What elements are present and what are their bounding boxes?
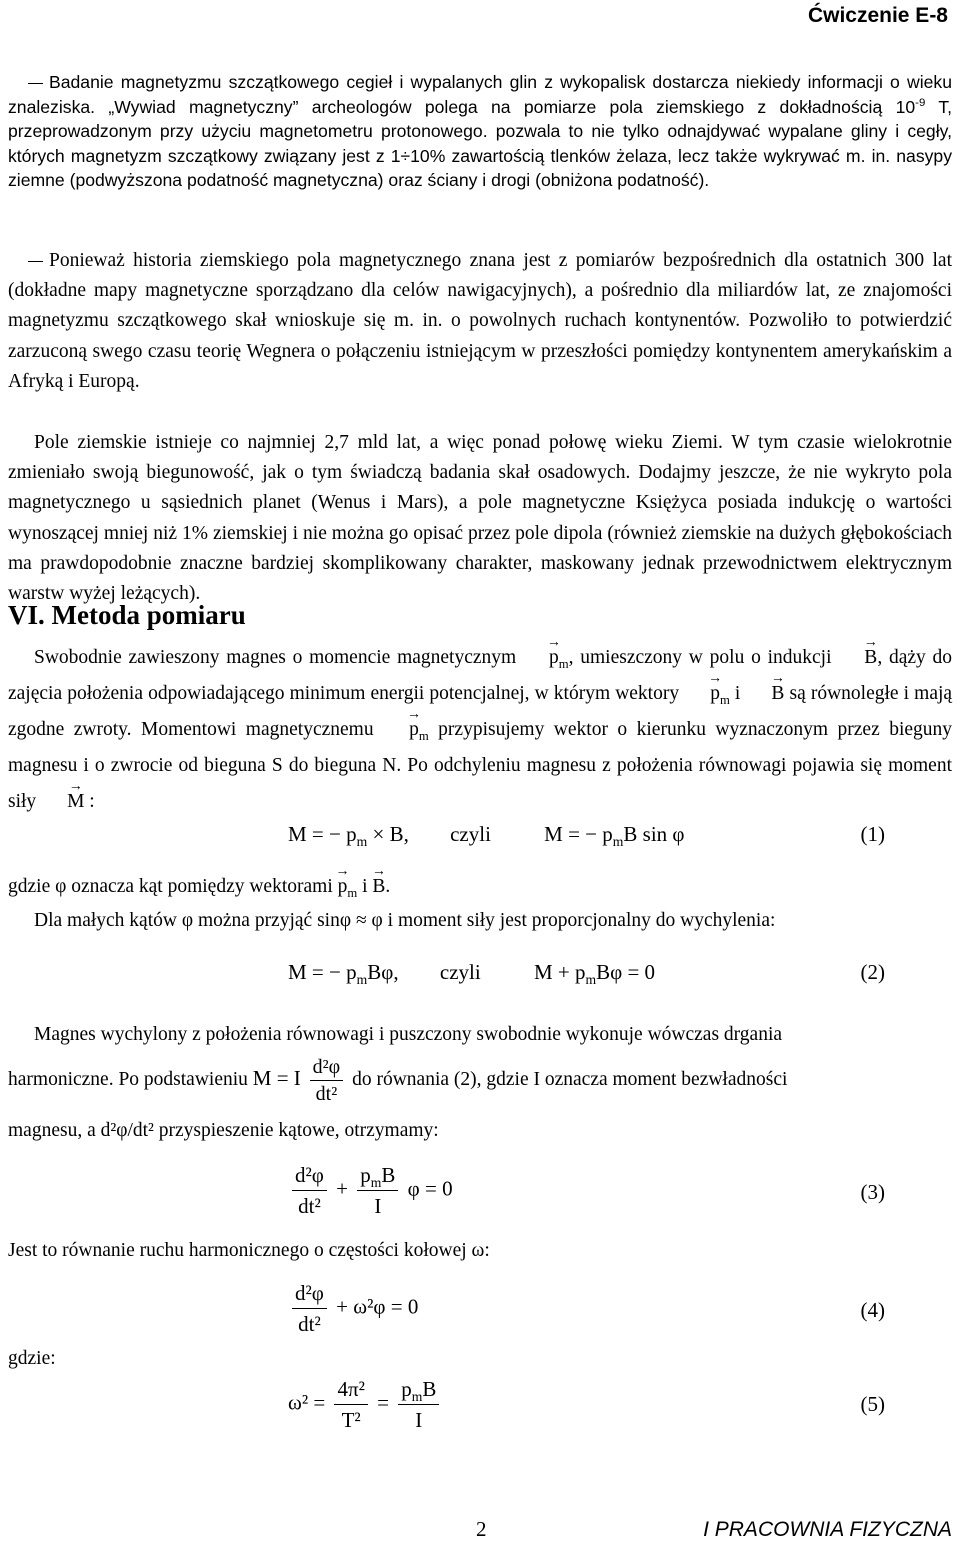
pm-vector: → p — [383, 712, 419, 748]
equation-number-5: (5) — [860, 1392, 885, 1416]
fraction-d2phi-dt2: $\frac{\text{d²φ}}{\text{dt²}}$ — [310, 1054, 344, 1107]
B-vector: → B — [745, 676, 784, 712]
footer-title: I PRACOWNIA FIZYCZNA — [703, 1518, 952, 1541]
equation-5: ω² = $\frac{\text{4π²}}{\text{T²}}$ = $\frac{p_mB}{I}$ — [288, 1374, 443, 1435]
small-angle-line: Dla małych kątów φ można przyjąć sinφ ≈ φ i moment siły jest proporcjonalny do wychylenia: — [34, 910, 776, 931]
equation-number-4: (4) — [860, 1298, 885, 1322]
intro-paragraph-3: Pole ziemskie istnieje co najmniej 2,7 mld lat, a więc ponad połowę wieku Ziemi. W tym czasie wielokrotnie zmieniało swoją biegunowość, jak o tym świadczą badania skał osadowych. Dodajmy jeszcze, że nie wykryto pola magnetycznego u sąsiednich planet (Wenus i Mars), a pole magnetyczne Księżyca posiada indukcję o wartości wynoszącej mniej niż 1% ziemskiej i nie można go opisać przez pole dipola (również ziemskie na dużych głębokościach ma prawdopodobnie znaczne bardziej skomplikowany charakter, maskowany jednak przewodnictwem elektrycznym warstw wyżej leżących). — [8, 432, 952, 605]
section-heading: VI. Metoda pomiaru — [8, 600, 246, 630]
B-vector: → B — [372, 872, 385, 902]
equation-number-2: (2) — [860, 960, 885, 984]
harmonic-line: harmoniczne. Po podstawieniu M = I $\frac{\text{d²φ}}{\text{dt²}}$ do równania (2), gdzie I oznacza moment bezwładności — [8, 1056, 788, 1105]
page-number: 2 — [476, 1517, 487, 1541]
magnes2-line: magnesu, a d²φ/dt² przyspieszenie kątowe, otrzymamy: — [8, 1120, 439, 1141]
page-header-title: Ćwiczenie E-8 — [807, 4, 948, 27]
B-vector: → B — [838, 640, 877, 676]
equation-4: $\frac{\text{d²φ}}{\text{dt²}}$ + ω²φ = 0 — [288, 1278, 418, 1339]
equation-number-3: (3) — [860, 1180, 885, 1204]
equation-3: $\frac{\text{d²φ}}{\text{dt²}}$ + $\frac{p_mB}{I}$ φ = 0 — [288, 1160, 453, 1221]
dash-marker — [28, 83, 43, 85]
pm-vector: → p — [684, 676, 720, 712]
intro-paragraph-2: Ponieważ historia ziemskiego pola magnetycznego znana jest z pomiarów bezpośrednich dla ostatnich 300 lat (dokładne mapy magnetyczne sporządzano dla celów nawigacyjnych), a pośrednio dla miliardów lat, ze znajomości magnetyzmu szczątkowego skał wnioskuje się m. in. o powolnych ruchach kontynentów. Pozwoliło to potwierdzić zarzuconą swego czasu teorię Wegnera o połączeniu istniejącym w przeszłości pomiędzy kontynentem amerykańskim a Afryką i Europą. — [8, 250, 952, 392]
equation-1: M = − $p_m \times B$, czyli M = − $p_mB$ sin φ — [288, 822, 685, 850]
method-paragraph: Swobodnie zawieszony magnes o momencie magnetycznym → $p_m$, umieszczony w polu o indukcji → B, dąży do zajęcia położenia odpowiadającego minimum energii potencjalnej, w którym wektory → $p_m$ i → B są równoległe i mają zgodne zwroty. Momentowi magnetycznemu → $p_m$ przypisujemy wektor o kierunku wyznaczonym przez bieguny magnesu i o zwrocie od bieguna S do bieguna N. Po odchyleniu magnesu z położenia równowagi pojawia się moment siły → M : — [8, 640, 952, 820]
equation-number-1: (1) — [860, 822, 885, 846]
equation-2: M = − $p_mB\varphi$, czyli $M + p_mB\varphi = 0$ — [288, 960, 656, 988]
gdzie-line: gdzie φ oznacza kąt pomiędzy wektorami → $p_m$ i → B. — [8, 872, 952, 902]
intro-paragraph-1: Badanie magnetyzmu szczątkowego cegieł i wypalanych glin z wykopalisk dostarcza niekiedy informacji o wieku znaleziska. „Wywiad magnetyczny” archeologów polega na pomiarze pola ziemskiego z dokładnością $10^{-9}$ T, przeprowadzonym przy użyciu magnetometru protonowego. pozwala to nie tylko odnajdywać wypalane gliny i cegły, których magnetyzm szczątkowy związany jest z 1÷10% zawartością tlenków żelaza, lecz także wykrywać m. in. nasypy ziemne (podwyższona podatność magnetyczna) oraz ściany i drogi (obniżona podatność). — [8, 72, 952, 191]
magnes-line: Magnes wychylony z położenia równowagi i puszczony swobodnie wykonuje wówczas drgania — [34, 1024, 783, 1045]
gdzie2-line: gdzie: — [8, 1348, 56, 1369]
pm-vector: → p — [338, 872, 348, 902]
M-vector: → M — [41, 784, 84, 820]
dash-marker — [28, 261, 43, 263]
pm-vector: → p — [523, 640, 559, 676]
jest-line: Jest to równanie ruchu harmonicznego o częstości kołowej ω: — [8, 1240, 490, 1261]
